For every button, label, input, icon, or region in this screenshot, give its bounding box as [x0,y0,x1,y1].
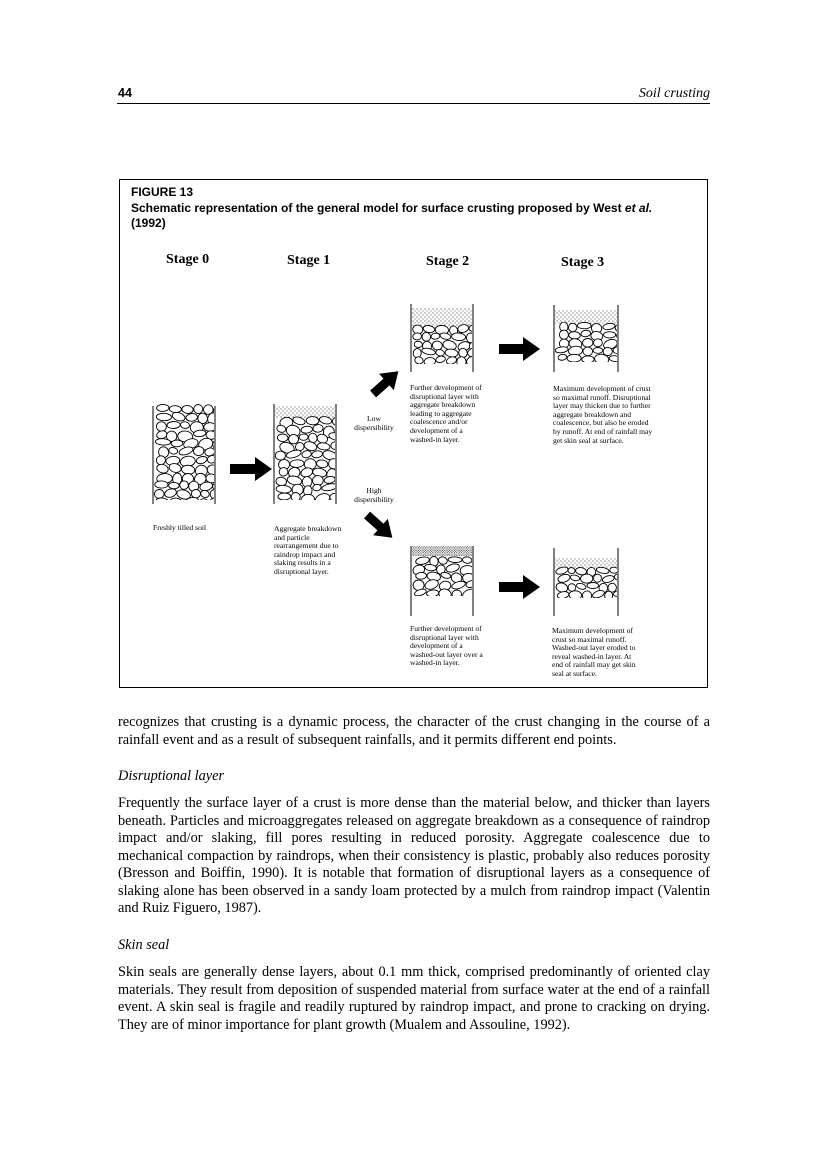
arrow-high-dispersibility [360,507,400,546]
soil-clod [179,480,188,489]
annotation-line: coalescence and/or [410,417,468,427]
annotation-line: development of a [410,641,463,651]
paragraph-disruptional-layer: Frequently the surface layer of a crust is more dense than the material below, and thicker than layers beneath. Particles and microaggregates released on aggregate breakdown as a consequence of raindrop impact and/or slaking, fill pores resulting in reduced porosity. Aggregate coalescence due to mechanical compaction by raindrops, when their consistency is plastic, probably also reduces porosity (Bresson and Boiffin, 1990). It is notable that formation of disruptional layers as a consequence of slaking alone has been observed in a sandy loam protected by a mulch from raindrop impact (Valentin and Ruiz Figuero, 1987). [118,795,710,916]
soil-clod [328,459,338,470]
annotation-line: raindrop impact and [274,549,336,559]
annotation-line: disruptional layer. [274,566,329,576]
soil-clod [277,434,288,442]
soil-clod [593,339,602,347]
high-dispersibility-label [342,487,406,504]
soil-clod [330,441,339,450]
soil-clod [317,442,330,451]
soil-clod [609,355,622,362]
soil-clod [448,557,462,563]
soil-clod [180,421,190,429]
soil-clod [313,424,324,433]
soil-clod [277,502,293,516]
high-label-line: High [366,486,382,495]
annotation-line: Maximum development of [552,626,633,635]
soil-clod [582,356,595,363]
soil-clod [278,493,291,500]
page-number: 44 [118,86,132,100]
annotation-line: development of a [410,425,463,435]
annotation-line: washed-out layer over a [410,649,483,659]
subhead-skin-seal: Skin seal [118,937,170,953]
annotation-line: by runoff. At end of rainfall may [553,426,653,436]
annotation-line: aggregate breakdown and [553,409,632,419]
soil-clod [569,331,581,339]
annotation-line: get skin seal at surface. [553,435,624,445]
soil-clod [602,574,615,583]
annotation-line: and particle [274,532,310,542]
stage3-upper-annotation [553,385,652,445]
soil-clod [581,590,592,601]
soil-clod [567,354,581,362]
soil-clod [275,451,285,460]
annotation-line: layer may thicken due to further [553,401,651,411]
soil-clod [438,556,449,565]
soil-clod [289,434,299,443]
soil-clod [313,500,329,513]
soil-clod [322,449,338,461]
soil-clod [416,572,427,579]
annotation-line: reveal washed-in layer. At [552,651,632,661]
annotation-line: crust so maximal runoff. [552,634,627,644]
arrow-lower-stage2-to-stage3 [499,575,540,599]
arrow-low-dispersibility [366,363,406,402]
soil-clod [154,489,164,499]
soil-clod [155,497,169,507]
soil-clod [414,341,423,348]
stage3-upper-soil-column [554,305,632,372]
header-rule [117,103,710,104]
soil-clod [328,502,340,514]
soil-clod [215,446,226,455]
soil-clod [615,323,630,333]
soil-clod [451,332,466,341]
running-head: Soil crusting [638,86,710,101]
stage2-upper-annotation [410,384,482,444]
soil-clod [291,501,302,513]
soil-clod [445,355,457,365]
annotation-line: so maximal runoff. Disruptional [553,392,651,402]
figure-label: FIGURE 13 [131,185,194,199]
annotation-line: aggregate breakdown [410,400,476,410]
soil-clod [431,333,440,340]
soil-clod [171,440,183,447]
annotation-line: end of rainfall may get skin [552,660,636,670]
soil-clod [193,404,203,414]
annotation-line: disruptional layer with [410,632,479,642]
soil-clod [557,573,571,584]
soil-clod [155,481,168,488]
soil-clod [587,583,599,589]
stage2-upper-soil-column [411,304,481,372]
soil-clod [156,463,169,474]
stage-3-title: Stage 3 [561,255,605,270]
annotation-line: Aggregate breakdown [274,524,342,533]
soil-clod [212,439,223,450]
soil-clod [462,556,472,563]
soil-clod [156,413,171,421]
soil-clod [438,588,452,601]
soil-clod [412,332,421,340]
soil-clod [445,348,459,357]
soil-clod [432,340,443,350]
stage0-soil-column [153,404,226,512]
high-label-line: dispersibility [354,494,394,504]
soil-clod [559,330,569,340]
annotation-line: washed-in layer. [410,658,460,668]
stage-0-title: Stage 0 [166,252,210,267]
stage-2-title: Stage 2 [426,254,470,269]
soil-clod [576,582,587,590]
soil-clod [569,591,582,600]
low-label-line: dispersibility [354,422,394,432]
caption-main: Schematic representation of the general model for surface crusting proposed by West [131,201,625,215]
soil-clod [156,404,169,411]
soil-clod [439,332,451,340]
soil-clod [311,450,323,458]
soil-clod [178,445,194,456]
paragraph-skin-seal: Skin seals are generally dense layers, about 0.1 mm thick, comprised predominantly of oriented clay materials. They result from deposition of suspended material from surface water at the end of a rainfall event. A skin seal is fragile and readily ruptured by raindrop impact, and prone to cracking on drying. They are of minor importance for plant growth (Mualem and Assouline, 1992). [118,964,710,1033]
annotation-line: disruptional layer with [410,391,479,401]
soil-clod [181,405,193,414]
annotation-line: Freshly tilled soil [153,523,207,532]
stage3-lower-soil-column [554,548,626,616]
stage2-lower-annotation [410,625,483,668]
annotation-line: Maximum development of crust [553,384,651,393]
soil-clod [302,501,314,511]
soil-clod [568,567,576,574]
soil-clod [568,323,577,332]
soil-clod [312,484,321,492]
soil-clod [424,357,436,366]
arrow-upper-stage2-to-stage3 [499,337,540,361]
soil-clod [440,571,451,579]
stage0-annotation [153,524,206,533]
soil-clod [168,447,178,455]
annotation-line: Further development of [410,624,482,633]
soil-clod [290,459,304,467]
annotation-line: washed-in layer. [410,434,460,444]
soil-clod [452,590,462,599]
annotation-line: Washed-out layer eroded to [552,643,636,653]
soil-clod [435,355,446,363]
annotation-line: slaking results in a [274,558,331,568]
soil-clod [291,492,300,501]
soil-clod [426,589,439,597]
stage2-lower-soil-column [411,546,484,616]
annotation-line: leading to aggregate [410,408,472,418]
soil-clod [212,482,223,491]
soil-clod [299,434,308,441]
soil-clod [200,490,210,499]
soil-clod [210,489,220,499]
soil-clod [604,332,616,338]
soil-clod [593,348,603,354]
soil-clod [557,591,570,600]
soil-clod [570,574,581,581]
soil-clod [461,588,477,601]
soil-clod [169,482,180,489]
soil-clod [186,413,198,422]
soil-clod [321,483,338,492]
stage-1-title: Stage 1 [287,253,331,268]
stage1-soil-column [274,404,348,516]
soil-clod [329,493,340,503]
soil-clod [191,489,201,498]
arrow-stage0-to-stage1 [230,457,272,481]
soil-clod [167,421,180,428]
low-label-line: Low [367,414,381,423]
soil-clod [457,356,467,367]
soil-clod [169,405,181,413]
soil-clod [592,589,606,599]
soil-clod [582,338,593,347]
soil-clod [435,349,445,357]
soil-clod [324,476,336,485]
soil-clod [614,573,623,580]
soil-clod [558,354,567,361]
soil-clod [204,422,216,431]
soil-clod [306,416,319,425]
soil-clod [276,485,292,494]
stage3-lower-annotation [552,627,636,679]
soil-clod [212,405,223,418]
paragraph-dynamic-process: recognizes that crusting is a dynamic process, the character of the crust changing in the course of a rainfall event and as a result of subsequent rainfalls, and it permits different end points. [118,714,710,748]
annotation-line: rearrangement due to [274,541,339,551]
annotation-line: coalescence, but also be eroded [553,418,649,428]
soil-clod [580,574,593,583]
soil-clod [577,322,591,328]
annotation-line: seal at surface. [552,668,597,678]
soil-clod [583,347,593,356]
subhead-disruptional-layer: Disruptional layer [118,768,225,784]
annotation-line: Further development of [410,383,482,392]
soil-clod [616,337,631,350]
figure-box [119,179,708,688]
soil-clod [415,556,430,566]
soil-clod [316,459,328,468]
soil-clod [555,346,569,354]
soil-clod [610,567,619,573]
soil-clod [195,455,208,465]
soil-clod [300,493,315,505]
soil-clod [314,492,331,506]
soil-clod [198,497,210,510]
stage1-annotation [274,525,341,577]
soil-clod [581,330,591,338]
soil-clod [301,426,313,434]
caption-italic: et al. [624,201,653,215]
soil-clod [301,450,312,459]
low-dispersibility-label [344,415,404,432]
caption-year: (1992) [131,216,166,230]
soil-clod [275,477,287,487]
soil-clod [445,562,460,573]
